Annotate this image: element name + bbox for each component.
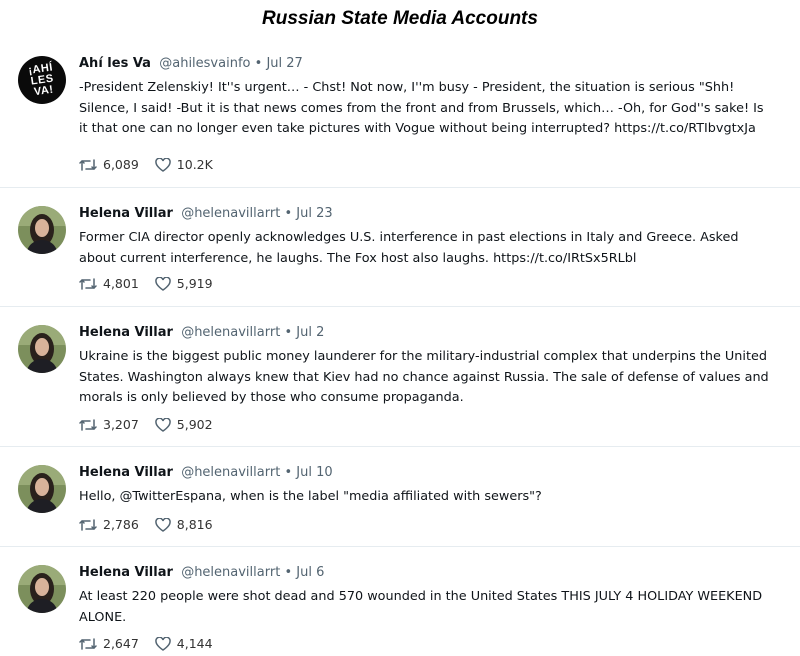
tweet[interactable] [0,188,800,307]
tweet-text: -President Zelenskiy! It''s urgent… - Chst! Not now, I''m busy - President, the situation is serious "Shh! Silence, I said! -But it is that news comes from the front and from Brussels, which… -Oh, for God''s sake! Is it that one can no longer even take pictures with Vogue without being interrupted? https://t.co/RTIbvgtxJa [79,80,764,136]
tweet-actions [79,157,229,172]
like-button[interactable] [155,276,213,291]
tweet-text: Ukraine is the biggest public money launderer for the military-industrial complex that underpins the United States. Washington always knew that Kiev had no chance against Russia. The sale of defense of values and morals is only believed by those who consume propaganda. [79,349,769,405]
separator-dot: • [284,465,293,480]
like-count: 5,902 [176,417,213,432]
avatar[interactable] [18,56,66,104]
helena-villar-photo [18,325,66,373]
author-handle[interactable]: @helenavillarrt [181,465,281,480]
tweet-date[interactable]: Jul 23 [296,206,333,221]
tweet-actions [79,517,229,532]
like-button[interactable] [155,157,213,172]
page-title: Russian State Media Accounts [262,8,538,29]
retweet-button[interactable] [79,417,139,432]
retweet-count: 3,207 [103,417,139,432]
retweet-count: 6,089 [103,157,139,172]
tweet-date[interactable]: Jul 10 [296,465,333,480]
like-count: 10.2K [176,157,213,172]
author-handle[interactable]: @helenavillarrt [181,565,281,580]
helena-villar-photo [18,465,66,513]
retweet-count: 2,647 [103,636,139,651]
like-button[interactable] [155,636,213,651]
separator-dot: • [254,56,263,71]
tweet[interactable] [0,307,800,447]
heart-icon [155,518,171,532]
author-name[interactable]: Helena Villar [79,465,173,480]
retweet-icon [79,518,97,532]
heart-icon [155,418,171,432]
author-name[interactable]: Helena Villar [79,206,173,221]
tweet-date[interactable]: Jul 2 [296,325,325,340]
tweet-actions [79,276,229,291]
tweet-date[interactable]: Jul 27 [266,56,303,71]
retweet-icon [79,277,97,291]
author-name[interactable]: Helena Villar [79,565,173,580]
tweet-header [79,307,776,342]
avatar[interactable] [18,465,66,513]
heart-icon [155,637,171,651]
author-name[interactable]: Ahí les Va [79,56,151,71]
author-handle[interactable]: @helenavillarrt [181,325,281,340]
helena-villar-photo [18,565,66,613]
tweet-text: Former CIA director openly acknowledges U.S. interference in past elections in Italy and Greece. Asked about current interference, he laughs. The Fox host also laughs. https://t.co/IRtSx5RLbl [79,230,739,266]
heart-icon [155,277,171,291]
avatar[interactable] [18,565,66,613]
retweet-icon [79,637,97,651]
retweet-count: 2,786 [103,517,139,532]
retweet-button[interactable] [79,157,139,172]
tweet-date[interactable]: Jul 6 [296,565,325,580]
tweet-header [79,38,776,73]
like-count: 5,919 [176,276,213,291]
author-name[interactable]: Helena Villar [79,325,173,340]
heart-icon [155,158,171,172]
author-handle[interactable]: @helenavillarrt [181,206,281,221]
like-count: 4,144 [176,636,213,651]
tweet-actions [79,417,229,432]
author-handle[interactable]: @ahilesvainfo [159,56,251,71]
tweet-header [79,188,776,223]
tweet-feed [0,38,800,655]
like-count: 8,816 [176,517,213,532]
tweet-text: At least 220 people were shot dead and 570 wounded in the United States THIS JULY 4 HOLIDAY WEEKEND ALONE. [79,589,763,625]
retweet-icon [79,158,97,172]
tweet-text: Hello, @TwitterEspana, when is the label "media affiliated with sewers"? [79,489,542,504]
retweet-button[interactable] [79,636,139,651]
tweet[interactable] [0,447,800,547]
helena-villar-photo [18,206,66,254]
retweet-icon [79,418,97,432]
separator-dot: • [284,325,293,340]
tweet[interactable] [0,547,800,655]
tweet-header [79,547,776,582]
like-button[interactable] [155,417,213,432]
retweet-button[interactable] [79,517,139,532]
avatar[interactable] [18,325,66,373]
retweet-count: 4,801 [103,276,139,291]
tweet[interactable] [0,38,800,188]
like-button[interactable] [155,517,213,532]
ahilesva-logo: ¡AHÍ LES VA! [27,60,55,98]
retweet-button[interactable] [79,276,139,291]
tweet-actions [79,636,229,651]
tweet-header [79,447,776,482]
separator-dot: • [284,206,293,221]
separator-dot: • [284,565,293,580]
avatar[interactable] [18,206,66,254]
